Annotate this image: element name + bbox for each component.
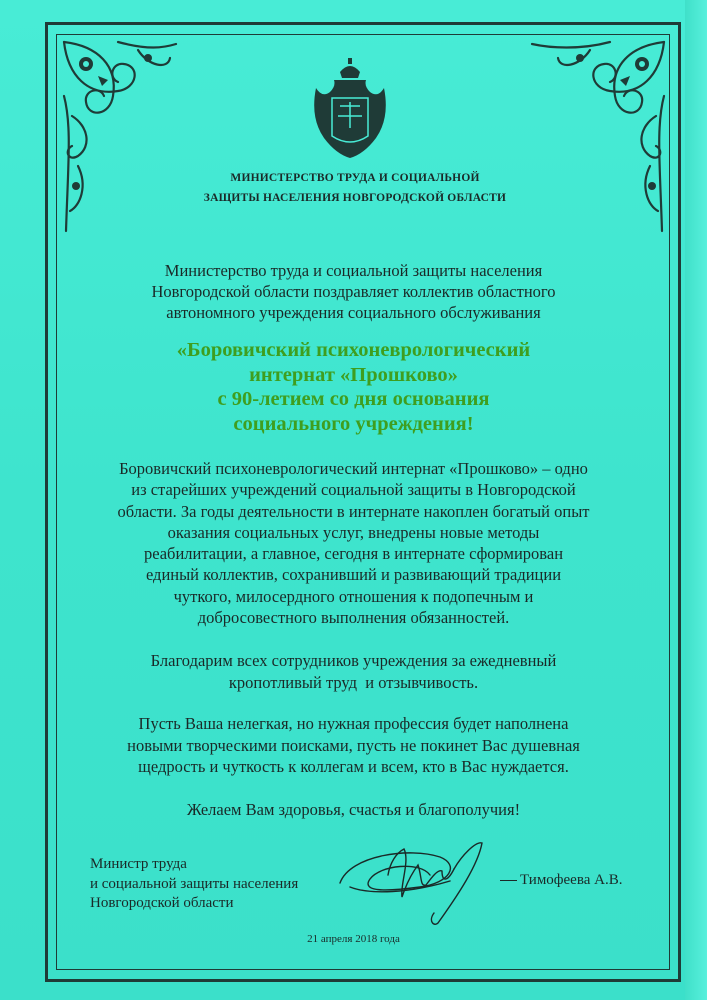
paragraph-line: Боровичский психоневрологический интернат «Прошково» – одно xyxy=(119,459,588,478)
paragraph-line: щедрость и чуткость к коллегам и всем, кто в Вас нуждается. xyxy=(138,757,569,776)
intro-line: Министерство труда и социальной защиты населения xyxy=(164,261,543,280)
paragraph-line: области. За годы деятельности в интернате накоплен богатый опыт xyxy=(117,501,590,521)
signer-title-line: Министр труда xyxy=(90,856,187,872)
closing-line: Желаем Вам здоровья, счастья и благополучия! xyxy=(186,800,521,819)
paper-edge xyxy=(685,0,707,1000)
ministry-header-line: ЗАЩИТЫ НАСЕЛЕНИЯ НОВГОРОДСКОЙ ОБЛАСТИ xyxy=(203,192,507,204)
paragraph-line: Благодарим всех сотрудников учреждения за ежедневный xyxy=(150,651,557,670)
signer-title xyxy=(90,855,350,914)
paragraph-thanks xyxy=(70,650,637,693)
paragraph-line: Пусть Ваша нелегкая, но нужная профессия будет наполнена xyxy=(138,714,569,733)
ministry-header xyxy=(160,168,550,208)
handwritten-signature-icon xyxy=(330,835,510,930)
intro-line: автономного учреждения социального обслуживания xyxy=(166,303,541,322)
signature-dash xyxy=(500,880,517,881)
headline-line: «Боровичский психоневрологический xyxy=(176,339,531,361)
intro-paragraph xyxy=(70,260,637,323)
signer-title-line: Новгородской области xyxy=(90,895,234,911)
headline-line: социального учреждения! xyxy=(233,412,474,435)
document-date: 21 апреля 2018 года xyxy=(307,933,400,945)
signer-title-line: и социальной защиты населения xyxy=(90,875,299,892)
paragraph-line: оказания социальных услуг, внедрены новые методы xyxy=(167,522,540,542)
ornament-top-right-icon xyxy=(530,36,670,236)
paragraph-line: добросовестного выполнения обязанностей. xyxy=(197,608,510,628)
paragraph-line: новыми творческими поисками, пусть не покинет Вас душевная xyxy=(127,735,580,755)
headline-line: интернат «Прошково» xyxy=(249,363,458,386)
paragraph-line: чуткого, милосердного отношения к подопечным и xyxy=(173,586,534,606)
signer-name: Тимофеева А.В. xyxy=(520,872,623,888)
intro-line: Новгородской области поздравляет коллектив областного xyxy=(151,282,556,301)
ministry-header-line: МИНИСТЕРСТВО ТРУДА И СОЦИАЛЬНОЙ xyxy=(230,172,480,184)
paragraph-line: из старейших учреждений социальной защиты в Новгородской xyxy=(131,480,576,500)
headline-line: с 90-летием со дня основания xyxy=(217,388,490,410)
coat-of-arms-icon xyxy=(310,58,390,163)
paragraph-wishes xyxy=(70,713,637,778)
headline xyxy=(70,338,637,436)
paragraph-line: реабилитации, а главное, сегодня в интернате сформирован xyxy=(143,544,564,564)
paragraph-line: кропотливый труд и отзывчивость. xyxy=(228,672,479,692)
paragraph-history xyxy=(70,458,637,628)
paragraph-line: единый коллектив, сохранивший и развивающий традиции xyxy=(145,565,562,585)
